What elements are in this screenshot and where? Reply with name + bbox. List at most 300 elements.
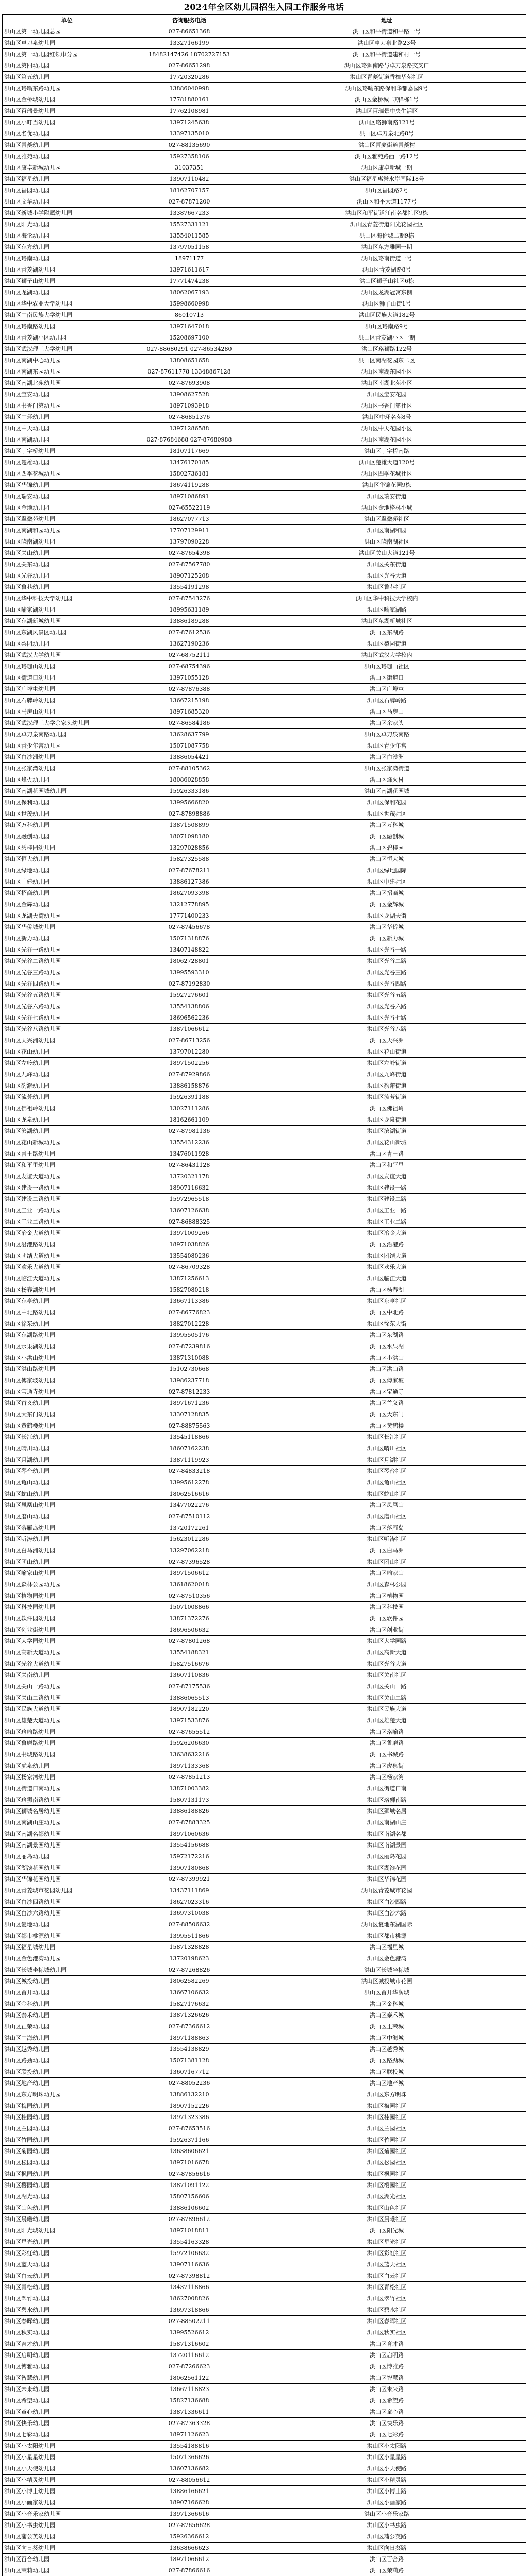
cell-phone: 31037351 <box>131 162 248 174</box>
cell-phone: 027-86888325 <box>131 1216 248 1228</box>
table-row <box>3 1749 526 1760</box>
cell-address: 洪山区百合路 <box>248 2554 526 2565</box>
cell-address: 洪山区马房山 <box>248 706 526 718</box>
table-row <box>3 2565 526 2576</box>
cell-phone: 18971506612 <box>131 1568 248 1579</box>
cell-phone: 17771400233 <box>131 910 248 922</box>
cell-phone: 17771474238 <box>131 276 248 287</box>
cell-address: 洪山区光谷六路 <box>248 1001 526 1012</box>
cell-unit: 洪山区七彩幼儿园 <box>3 2429 131 2441</box>
cell-address: 洪山区白马洲 <box>248 1545 526 1556</box>
table-row <box>3 2509 526 2520</box>
cell-phone: 13886127386 <box>131 876 248 888</box>
cell-unit: 洪山区小精灵幼儿园 <box>3 2475 131 2486</box>
cell-unit: 洪山区南湖东园幼儿园 <box>3 366 131 378</box>
cell-phone: 13697318866 <box>131 2304 248 2316</box>
cell-phone: 13554138829 <box>131 2044 248 2055</box>
table-row <box>3 718 526 729</box>
table-row <box>3 26 526 38</box>
table-row <box>3 536 526 548</box>
table-row <box>3 1080 526 1092</box>
cell-phone: 15926371166 <box>131 2134 248 2146</box>
cell-phone: 027-87456678 <box>131 922 248 933</box>
cell-address: 洪山区徐东大街 <box>248 1318 526 1330</box>
cell-phone: 13545118866 <box>131 1432 248 1443</box>
cell-unit: 洪山区光谷六路幼儿园 <box>3 1001 131 1012</box>
cell-phone: 027-86776823 <box>131 1307 248 1318</box>
cell-phone: 13607126638 <box>131 1205 248 1216</box>
cell-phone: 13307128835 <box>131 1409 248 1420</box>
table-row <box>3 1590 526 1602</box>
table-row <box>3 593 526 604</box>
cell-address: 洪山区光谷八路 <box>248 1024 526 1035</box>
cell-unit: 洪山区蓝天幼儿园 <box>3 2259 131 2270</box>
cell-phone: 13618620018 <box>131 1579 248 1590</box>
table-row <box>3 298 526 310</box>
cell-unit: 洪山区关南幼儿园 <box>3 1670 131 1681</box>
cell-address: 洪山区未来路 <box>248 2384 526 2395</box>
cell-address: 洪山区关山大道121号 <box>248 548 526 559</box>
table-row <box>3 480 526 491</box>
cell-unit: 洪山区未来幼儿园 <box>3 2384 131 2395</box>
table-row <box>3 956 526 967</box>
cell-phone: 13971009266 <box>131 1228 248 1239</box>
table-row <box>3 1919 526 1930</box>
cell-unit: 洪山区关山二路幼儿园 <box>3 1692 131 1704</box>
cell-unit: 洪山区武汉理工大学余家头幼儿园 <box>3 718 131 729</box>
cell-phone: 13971323386 <box>131 2112 248 2123</box>
cell-unit: 洪山区晨曦幼儿园 <box>3 2214 131 2225</box>
table-row <box>3 2202 526 2214</box>
cell-address: 洪山区森林公园 <box>248 1579 526 1590</box>
cell-address: 洪山区小画家路 <box>248 2497 526 2509</box>
cell-unit: 洪山区工业一路幼儿园 <box>3 1205 131 1216</box>
cell-phone: 13437111869 <box>131 1885 248 1896</box>
table-row <box>3 854 526 865</box>
cell-address: 洪山区烽火村 <box>248 774 526 786</box>
cell-unit: 洪山区东方明珠幼儿园 <box>3 2089 131 2100</box>
cell-address: 洪山区东湖新城社区 <box>248 616 526 627</box>
cell-address: 洪山区中建社区 <box>248 876 526 888</box>
cell-phone: 18971018811 <box>131 2225 248 2236</box>
cell-unit: 洪山区徐东幼儿园 <box>3 1318 131 1330</box>
cell-unit: 洪山区九峰幼儿园 <box>3 1069 131 1080</box>
cell-unit: 洪山区白马洲幼儿园 <box>3 1545 131 1556</box>
table-row <box>3 400 526 412</box>
table-row <box>3 1046 526 1058</box>
cell-phone: 13667106632 <box>131 1987 248 1998</box>
cell-phone: 18062067193 <box>131 287 248 298</box>
cell-phone: 15926366612 <box>131 2531 248 2543</box>
table-row <box>3 2406 526 2418</box>
cell-address: 洪山区卓刀泉南路 <box>248 729 526 740</box>
cell-unit: 洪山区小书虫幼儿园 <box>3 2520 131 2531</box>
cell-phone: 13871326626 <box>131 2010 248 2021</box>
table-row <box>3 990 526 1001</box>
table-row <box>3 287 526 298</box>
cell-address: 洪山区小天使路 <box>248 2463 526 2475</box>
cell-address: 洪山区关东街道 <box>248 559 526 570</box>
cell-address: 洪山区民族大道 <box>248 1704 526 1715</box>
cell-unit: 洪山区中北路幼儿园 <box>3 1307 131 1318</box>
table-row <box>3 1137 526 1148</box>
cell-unit: 洪山区光谷二路幼儿园 <box>3 956 131 967</box>
cell-phone: 13886166621 <box>131 2486 248 2497</box>
cell-unit: 洪山区南湖和园幼儿园 <box>3 525 131 536</box>
cell-address: 洪山区狮子山社区6栋 <box>248 276 526 287</box>
cell-unit: 洪山区光谷大道幼儿园 <box>3 1658 131 1670</box>
cell-unit: 洪山区和平里幼儿园 <box>3 1160 131 1171</box>
cell-address: 洪山区金地格林小城 <box>248 502 526 514</box>
cell-phone: 15998660998 <box>131 298 248 310</box>
cell-unit: 洪山区南湖中心幼儿园 <box>3 355 131 366</box>
cell-phone: 027-87363328 <box>131 2418 248 2429</box>
cell-unit: 洪山区珞狮南路幼儿园 <box>3 1794 131 1806</box>
cell-phone: 18971066612 <box>131 2554 248 2565</box>
table-row <box>3 253 526 264</box>
table-row <box>3 820 526 831</box>
cell-phone: 18162707157 <box>131 185 248 196</box>
cell-unit: 洪山区东方幼儿园 <box>3 242 131 253</box>
cell-unit: 洪山区光谷三路幼儿园 <box>3 967 131 978</box>
cell-address: 洪山区首义路 <box>248 1398 526 1409</box>
cell-address: 洪山区团结大道 <box>248 1250 526 1262</box>
table-row <box>3 2168 526 2180</box>
cell-unit: 洪山区大学园幼儿园 <box>3 1636 131 1647</box>
cell-unit: 洪山区水果湖幼儿园 <box>3 1341 131 1352</box>
cell-unit: 洪山区大东门幼儿园 <box>3 1409 131 1420</box>
cell-unit: 洪山区彩虹幼儿园 <box>3 2248 131 2259</box>
cell-phone: 027-87543276 <box>131 593 248 604</box>
cell-phone: 13797012280 <box>131 1046 248 1058</box>
cell-address: 洪山区白沙四路 <box>248 1896 526 1908</box>
cell-phone: 027-86651368 <box>131 26 248 38</box>
cell-address: 洪山区蛇山社区 <box>248 1488 526 1500</box>
cell-unit: 洪山区招商幼儿园 <box>3 888 131 899</box>
cell-address: 洪山区晴川社区 <box>248 1443 526 1454</box>
cell-phone: 027-88105362 <box>131 763 248 774</box>
cell-unit: 洪山区第一幼儿园总园 <box>3 26 131 38</box>
cell-unit: 洪山区金色港湾幼儿园 <box>3 1953 131 1964</box>
cell-address: 洪山区磨山社区 <box>248 1511 526 1522</box>
cell-phone: 15827516676 <box>131 1658 248 1670</box>
table-row <box>3 1454 526 1466</box>
cell-phone: 18971671236 <box>131 1398 248 1409</box>
table-row <box>3 1284 526 1296</box>
cell-phone: 13971611617 <box>131 264 248 276</box>
cell-unit: 洪山区智慧幼儿园 <box>3 2372 131 2384</box>
cell-phone: 15071318876 <box>131 933 248 944</box>
cell-unit: 洪山区向日葵幼儿园 <box>3 2543 131 2554</box>
table-row <box>3 2497 526 2509</box>
cell-address: 洪山区杨家湾 <box>248 1772 526 1783</box>
cell-phone: 027-88680291 027-86534280 <box>131 344 248 355</box>
cell-unit: 洪山区光谷一路幼儿园 <box>3 944 131 956</box>
cell-address: 洪山区和平街道建和村一号 <box>248 49 526 60</box>
cell-address: 洪山区保利花园 <box>248 797 526 808</box>
cell-unit: 洪山区杨春湖幼儿园 <box>3 1284 131 1296</box>
cell-phone: 13886132210 <box>131 2089 248 2100</box>
cell-address: 洪山区梅园社区 <box>248 2100 526 2112</box>
table-row <box>3 2338 526 2350</box>
table-row <box>3 1545 526 1556</box>
cell-unit: 洪山区磨山幼儿园 <box>3 1511 131 1522</box>
cell-unit: 洪山区新城小学附属幼儿园 <box>3 208 131 219</box>
cell-phone: 13297028856 <box>131 842 248 854</box>
table-row <box>3 876 526 888</box>
cell-address: 洪山区青王路 <box>248 1148 526 1160</box>
cell-phone: 13638666623 <box>131 2543 248 2554</box>
table-row <box>3 2475 526 2486</box>
table-row <box>3 1987 526 1998</box>
cell-unit: 洪山区小洪山幼儿园 <box>3 1352 131 1364</box>
table-row <box>3 2554 526 2565</box>
table-row <box>3 1069 526 1080</box>
cell-unit: 洪山区枫园幼儿园 <box>3 2168 131 2180</box>
cell-address: 洪山区康卓新城一期 <box>248 162 526 174</box>
cell-phone: 13995511866 <box>131 1930 248 1942</box>
cell-phone: 15102730668 <box>131 1364 248 1375</box>
table-row <box>3 1375 526 1386</box>
cell-address: 洪山区长城坐标城 <box>248 1964 526 1976</box>
cell-address: 洪山区首开华润城 <box>248 1987 526 1998</box>
cell-address: 洪山区南湖北苑小区 <box>248 378 526 389</box>
table-row <box>3 1964 526 1976</box>
cell-unit: 洪山区小天使幼儿园 <box>3 2463 131 2475</box>
table-row <box>3 2180 526 2191</box>
cell-unit: 洪山区小星星幼儿园 <box>3 2452 131 2463</box>
cell-phone: 15071087758 <box>131 740 248 752</box>
cell-unit: 洪山区武汉理工大学幼儿园 <box>3 344 131 355</box>
cell-address: 洪山区都市桃源 <box>248 1930 526 1942</box>
cell-phone: 13871066612 <box>131 1024 248 1035</box>
cell-phone: 15871316602 <box>131 2338 248 2350</box>
cell-unit: 洪山区卓刀泉南路幼儿园 <box>3 729 131 740</box>
table-row <box>3 1341 526 1352</box>
table-row <box>3 2191 526 2202</box>
cell-phone: 15827176632 <box>131 1998 248 2010</box>
cell-address: 洪山区卓刀泉北路8号 <box>248 128 526 140</box>
cell-phone: 13971286588 <box>131 423 248 434</box>
cell-unit: 洪山区楚雄幼儿园 <box>3 457 131 468</box>
cell-phone: 18627008826 <box>131 2293 248 2304</box>
cell-address: 洪山区天兴洲 <box>248 1035 526 1046</box>
cell-phone: 13667113386 <box>131 1296 248 1307</box>
cell-unit: 洪山区喻家湖幼儿园 <box>3 604 131 616</box>
cell-unit: 洪山区第四幼儿园 <box>3 60 131 72</box>
cell-phone: 027-88502211 <box>131 2316 248 2327</box>
cell-address: 洪山区万科城 <box>248 820 526 831</box>
cell-unit: 洪山区碧水幼儿园 <box>3 2304 131 2316</box>
cell-address: 洪山区东方雅园一期 <box>248 242 526 253</box>
cell-unit: 洪山区菊园幼儿园 <box>3 2146 131 2157</box>
table-row <box>3 1511 526 1522</box>
cell-unit: 洪山区书香门第幼儿园 <box>3 400 131 412</box>
cell-unit: 洪山区白沙四路幼儿园 <box>3 1896 131 1908</box>
table-row <box>3 502 526 514</box>
cell-phone: 027-87876388 <box>131 684 248 695</box>
table-row <box>3 242 526 253</box>
cell-phone: 13995612278 <box>131 1477 248 1488</box>
cell-unit: 洪山区华锦幼儿园 <box>3 480 131 491</box>
table-row <box>3 60 526 72</box>
cell-address: 洪山区小太阳路 <box>248 2441 526 2452</box>
table-row <box>3 1205 526 1216</box>
cell-phone: 13638606621 <box>131 2146 248 2157</box>
cell-unit: 洪山区海伦幼儿园 <box>3 230 131 242</box>
cell-unit: 洪山区华中科技大学幼儿园 <box>3 593 131 604</box>
cell-phone: 027-87611778 13348867128 <box>131 366 248 378</box>
table-row <box>3 2316 526 2327</box>
cell-unit: 洪山区流芳幼儿园 <box>3 1092 131 1103</box>
cell-unit: 洪山区万科幼儿园 <box>3 820 131 831</box>
cell-address: 洪山区街道口 <box>248 672 526 684</box>
cell-address: 洪山区青菱城市花园 <box>248 1885 526 1896</box>
cell-unit: 洪山区世茂幼儿园 <box>3 808 131 820</box>
table-row <box>3 2259 526 2270</box>
cell-phone: 13607136682 <box>131 2463 248 2475</box>
cell-unit: 洪山区高新大道幼儿园 <box>3 1647 131 1658</box>
cell-unit: 洪山区青菱湖小区幼儿园 <box>3 332 131 344</box>
cell-phone: 027-87801268 <box>131 1636 248 1647</box>
cell-unit: 洪山区白沙洲幼儿园 <box>3 752 131 763</box>
table-row <box>3 1432 526 1443</box>
cell-unit: 洪山区花山幼儿园 <box>3 1046 131 1058</box>
cell-phone: 13886189288 <box>131 616 248 627</box>
cell-address: 洪山区春晖社区 <box>248 2316 526 2327</box>
cell-phone: 18696562236 <box>131 1012 248 1024</box>
table-row <box>3 1216 526 1228</box>
cell-address: 洪山区茉莉路 <box>248 2565 526 2576</box>
table-row <box>3 1409 526 1420</box>
cell-phone: 027-87678211 <box>131 865 248 876</box>
table-row <box>3 1760 526 1772</box>
cell-unit: 洪山区金辉幼儿园 <box>3 899 131 910</box>
cell-unit: 洪山区阳光幼儿园 <box>3 219 131 230</box>
cell-address: 洪山区植物园 <box>248 1590 526 1602</box>
cell-address: 洪山区喻家湖路 <box>248 604 526 616</box>
cell-unit: 洪山区晓南湖幼儿园 <box>3 536 131 548</box>
cell-address: 洪山区落雁岛 <box>248 1522 526 1534</box>
cell-phone: 15208697100 <box>131 332 248 344</box>
table-row <box>3 763 526 774</box>
cell-phone: 027-88506632 <box>131 1919 248 1930</box>
table-row <box>3 457 526 468</box>
cell-phone: 027-88135690 <box>131 140 248 151</box>
cell-address: 洪山区杨春湖 <box>248 1284 526 1296</box>
table-row <box>3 933 526 944</box>
cell-phone: 027-87239816 <box>131 1341 248 1352</box>
cell-unit: 洪山区小画家幼儿园 <box>3 2497 131 2509</box>
table-row <box>3 1930 526 1942</box>
cell-address: 洪山区高新大道 <box>248 1647 526 1658</box>
page-title: 2024年全区幼儿园招生入园工作服务电话 <box>2 0 526 14</box>
cell-unit: 洪山区小博士幼儿园 <box>3 2486 131 2497</box>
cell-unit: 洪山区南湖名都幼儿园 <box>3 1828 131 1840</box>
cell-address: 洪山区南湖东园小区 <box>248 366 526 378</box>
cell-unit: 洪山区武汉大学幼儿园 <box>3 650 131 661</box>
table-row <box>3 2395 526 2406</box>
table-row <box>3 2021 526 2032</box>
cell-phone: 15807156606 <box>131 2191 248 2202</box>
cell-phone: 13971647018 <box>131 321 248 332</box>
cell-unit: 洪山区张家湾幼儿园 <box>3 763 131 774</box>
table-row <box>3 1726 526 1738</box>
table-row <box>3 128 526 140</box>
cell-phone: 027-87883325 <box>131 1817 248 1828</box>
table-row <box>3 208 526 219</box>
cell-unit: 洪山区晴川幼儿园 <box>3 1443 131 1454</box>
cell-address: 洪山区珞南路9号 <box>248 321 526 332</box>
cell-phone: 18062582269 <box>131 1976 248 1987</box>
cell-address: 洪山区光谷一路 <box>248 944 526 956</box>
cell-phone: 13667118823 <box>131 2384 248 2395</box>
cell-phone: 13797090228 <box>131 536 248 548</box>
cell-phone: 18995631189 <box>131 604 248 616</box>
table-row <box>3 514 526 525</box>
table-row <box>3 423 526 434</box>
table-row <box>3 355 526 366</box>
cell-address: 洪山区小洪山 <box>248 1352 526 1364</box>
table-row <box>3 888 526 899</box>
cell-phone: 13476011928 <box>131 1148 248 1160</box>
table-row <box>3 1851 526 1862</box>
cell-address: 洪山区彩虹社区 <box>248 2248 526 2259</box>
cell-phone: 027-86651298 <box>131 60 248 72</box>
cell-address: 洪山区中海城 <box>248 2032 526 2044</box>
cell-address: 洪山区虎泉街 <box>248 1760 526 1772</box>
cell-phone: 18971038826 <box>131 1239 248 1250</box>
cell-unit: 洪山区珞南路幼儿园 <box>3 321 131 332</box>
table-row <box>3 1250 526 1262</box>
table-row <box>3 276 526 287</box>
cell-address: 洪山区青菱湖路8号 <box>248 264 526 276</box>
cell-phone: 027-68754396 <box>131 661 248 672</box>
cell-phone: 13886188826 <box>131 1806 248 1817</box>
cell-address: 洪山区路劲城 <box>248 2055 526 2066</box>
cell-address: 洪山区松园社区 <box>248 2157 526 2168</box>
cell-phone: 18627023316 <box>131 1896 248 1908</box>
table-row <box>3 752 526 763</box>
cell-unit: 洪山区沿港路幼儿园 <box>3 1239 131 1250</box>
cell-phone: 15827080218 <box>131 1284 248 1296</box>
cell-address: 洪山区新力城 <box>248 933 526 944</box>
table-row <box>3 117 526 128</box>
table-row <box>3 264 526 276</box>
cell-phone: 18607162238 <box>131 1443 248 1454</box>
kindergarten-table <box>2 14 526 2576</box>
cell-address: 洪山区山色社区 <box>248 2202 526 2214</box>
cell-unit: 洪山区街道口幼儿园 <box>3 672 131 684</box>
table-row <box>3 1874 526 1885</box>
cell-address: 洪山区东湖路 <box>248 1330 526 1341</box>
cell-phone: 027-87654398 <box>131 548 248 559</box>
cell-unit: 洪山区听涛幼儿园 <box>3 1534 131 1545</box>
table-row <box>3 1488 526 1500</box>
cell-phone: 15527331121 <box>131 219 248 230</box>
cell-phone: 13871119923 <box>131 1454 248 1466</box>
table-row <box>3 1103 526 1114</box>
table-row <box>3 2089 526 2100</box>
table-row <box>3 1998 526 2010</box>
table-row <box>3 2032 526 2044</box>
cell-address: 洪山区楚雄大道120号 <box>248 457 526 468</box>
cell-phone: 15972172216 <box>131 1851 248 1862</box>
cell-unit: 洪山区快乐幼儿园 <box>3 2418 131 2429</box>
cell-phone: 13387667233 <box>131 208 248 219</box>
table-row <box>3 1194 526 1205</box>
cell-address: 洪山区创业街 <box>248 1624 526 1636</box>
